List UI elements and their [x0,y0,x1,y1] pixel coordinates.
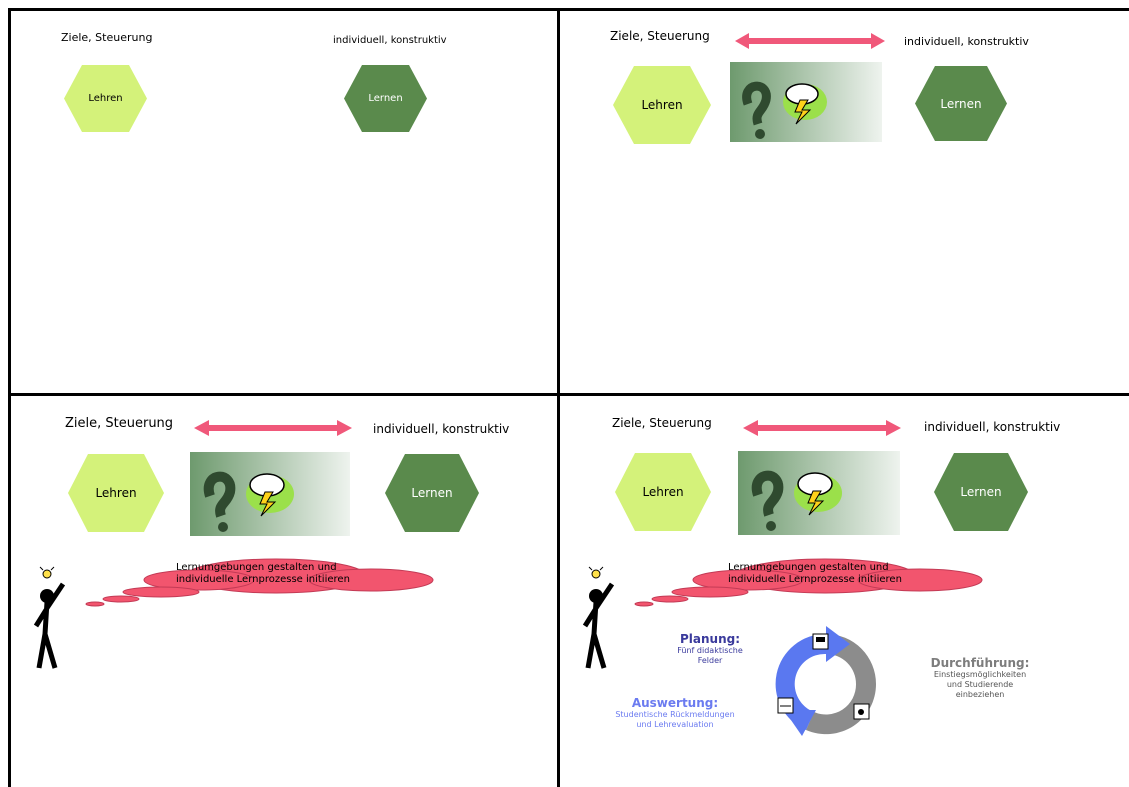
label-goals: Ziele, Steuerung [61,31,153,44]
evaluation-title: Auswertung: [631,696,719,710]
evaluation-sub-1: Studentische Rückmeldungen [615,710,735,719]
learning-label: Lernen [368,93,403,104]
label-goals: Ziele, Steuerung [65,416,174,431]
label-goals: Ziele, Steuerung [610,29,710,43]
teaching-label: Lehren [641,98,683,112]
thought-line-2: individuelle Lernprozesse initiieren [176,574,350,585]
learning-hexagon [915,66,1007,141]
question-mark-storm-icon [190,452,350,536]
learning-hexagon [344,65,427,132]
planning-sub-2: Felder [697,656,723,665]
thought-line-1: Lernumgebungen gestalten und [728,562,889,573]
learning-label: Lernen [960,485,1002,499]
teaching-label: Lehren [642,485,684,499]
thought-line-2: individuelle Lernprozesse initiieren [728,574,902,585]
evaluation-sub-2: und Lehrevaluation [636,720,714,729]
teaching-hexagon [64,65,147,132]
panel-2 [560,11,1129,393]
question-mark-storm-icon [738,451,900,535]
panel-4 [560,396,1129,787]
learning-hexagon [385,454,479,532]
learning-hexagon [934,453,1028,531]
teaching-label: Lehren [88,93,123,104]
execution-label [915,656,1045,700]
label-individual: individuell, konstruktiv [373,422,510,436]
label-individual: individuell, konstruktiv [904,35,1029,48]
learning-label: Lernen [411,486,453,500]
label-individual: individuell, konstruktiv [333,35,447,46]
evaluation-label [600,696,750,730]
question-mark-storm-icon [730,62,882,142]
teaching-hexagon [613,66,711,144]
label-individual: individuell, konstruktiv [924,420,1061,434]
double-arrow [194,420,352,436]
execution-sub-2: und Studierende [946,680,1014,689]
planning-sub-1: Fünf didaktische [677,646,743,655]
cycle-diagram [768,626,884,744]
label-goals: Ziele, Steuerung [612,416,712,430]
panel-1 [11,11,557,393]
thought-line-1: Lernumgebungen gestalten und [176,562,337,573]
execution-sub-3: einbeziehen [955,690,1005,699]
stick-figure-idea-icon [33,564,78,674]
teaching-label: Lehren [95,486,137,500]
execution-title: Durchführung: [930,656,1030,670]
double-arrow [743,420,901,436]
execution-sub-1: Einstiegsmöglichkeiten [933,670,1027,679]
teaching-hexagon [615,453,711,531]
teaching-hexagon [68,454,164,532]
learning-label: Lernen [940,96,982,111]
panel-3 [11,396,557,787]
planning-title: Planung: [679,632,741,646]
double-arrow [735,33,885,49]
planning-label [660,632,760,666]
stick-figure-idea-icon [582,564,627,674]
